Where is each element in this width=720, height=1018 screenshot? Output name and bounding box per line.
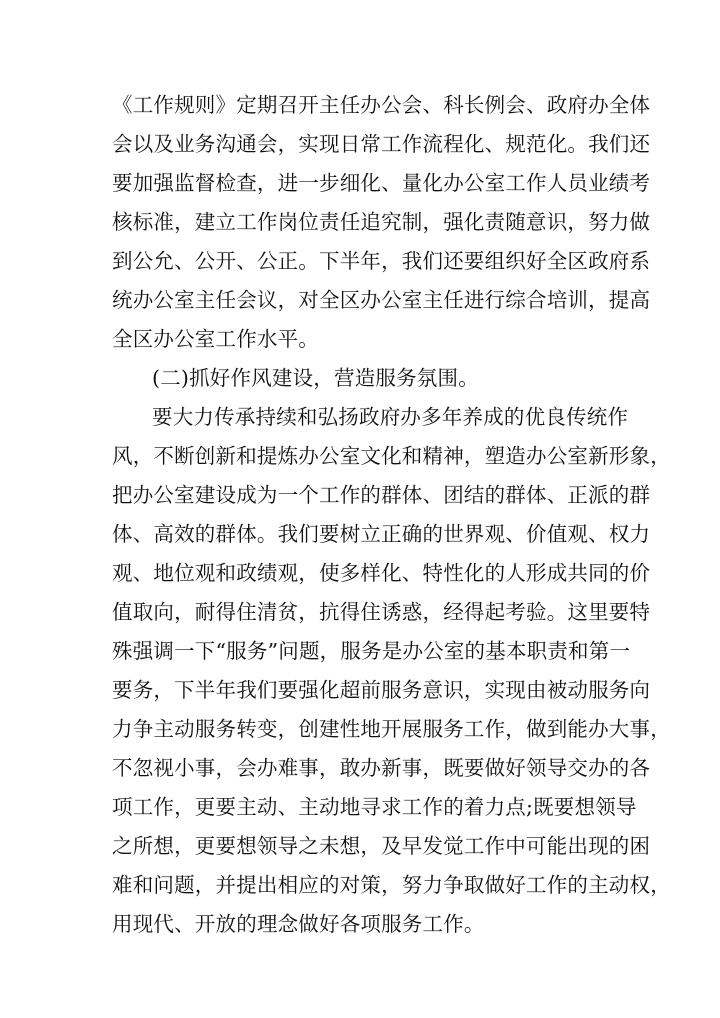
text-line: 不忽视小事，会办难事，敢办新事，既要做好领导交办的各	[112, 756, 651, 780]
text-line: 力争主动服务转变，创建性地开展服务工作，做到能办大事，	[112, 717, 671, 741]
section-heading: (二)抓好作风建设，营造服务氛围。	[152, 366, 479, 390]
text-line: 核标准，建立工作岗位责任追究制，强化责随意识，努力做	[112, 210, 651, 234]
text-line: 值取向，耐得住清贫，抗得住诱惑，经得起考验。这里要特	[112, 600, 651, 624]
text-line: 《工作规则》定期召开主任办公会、科长例会、政府办全体	[112, 93, 651, 117]
text-line: 之所想，更要想领导之未想，及早发觉工作中可能出现的困	[112, 834, 651, 858]
text-line: 用现代、开放的理念做好各项服务工作。	[112, 912, 485, 936]
text-line: 难和问题，并提出相应的对策，努力争取做好工作的主动权，	[112, 873, 671, 897]
text-line: 要务，下半年我们要强化超前服务意识，实现由被动服务向	[112, 678, 651, 702]
text-line: 风，不断创新和提炼办公室文化和精神，塑造办公室新形象，	[112, 444, 671, 468]
text-line: 到公允、公开、公正。下半年，我们还要组织好全区政府系	[112, 249, 651, 273]
text-line: 会以及业务沟通会，实现日常工作流程化、规范化。我们还	[112, 132, 651, 156]
text-line: 体、高效的群体。我们要树立正确的世界观、价值观、权力	[112, 522, 651, 546]
text-line: 要大力传承持续和弘扬政府办多年养成的优良传统作	[152, 405, 629, 429]
text-line: 全区办公室工作水平。	[112, 327, 319, 351]
text-line: 统办公室主任会议，对全区办公室主任进行综合培训，提高	[112, 288, 651, 312]
text-line: 殊强调一下“服务”问题，服务是办公室的基本职责和第一	[112, 639, 631, 663]
text-line: 观、地位观和政绩观，使多样化、特性化的人形成共同的价	[112, 561, 651, 585]
text-line: 项工作，更要主动、主动地寻求工作的着力点;既要想领导	[112, 795, 637, 819]
text-line: 要加强监督检查，进一步细化、量化办公室工作人员业绩考	[112, 171, 651, 195]
text-line: 把办公室建设成为一个工作的群体、团结的群体、正派的群	[112, 483, 651, 507]
